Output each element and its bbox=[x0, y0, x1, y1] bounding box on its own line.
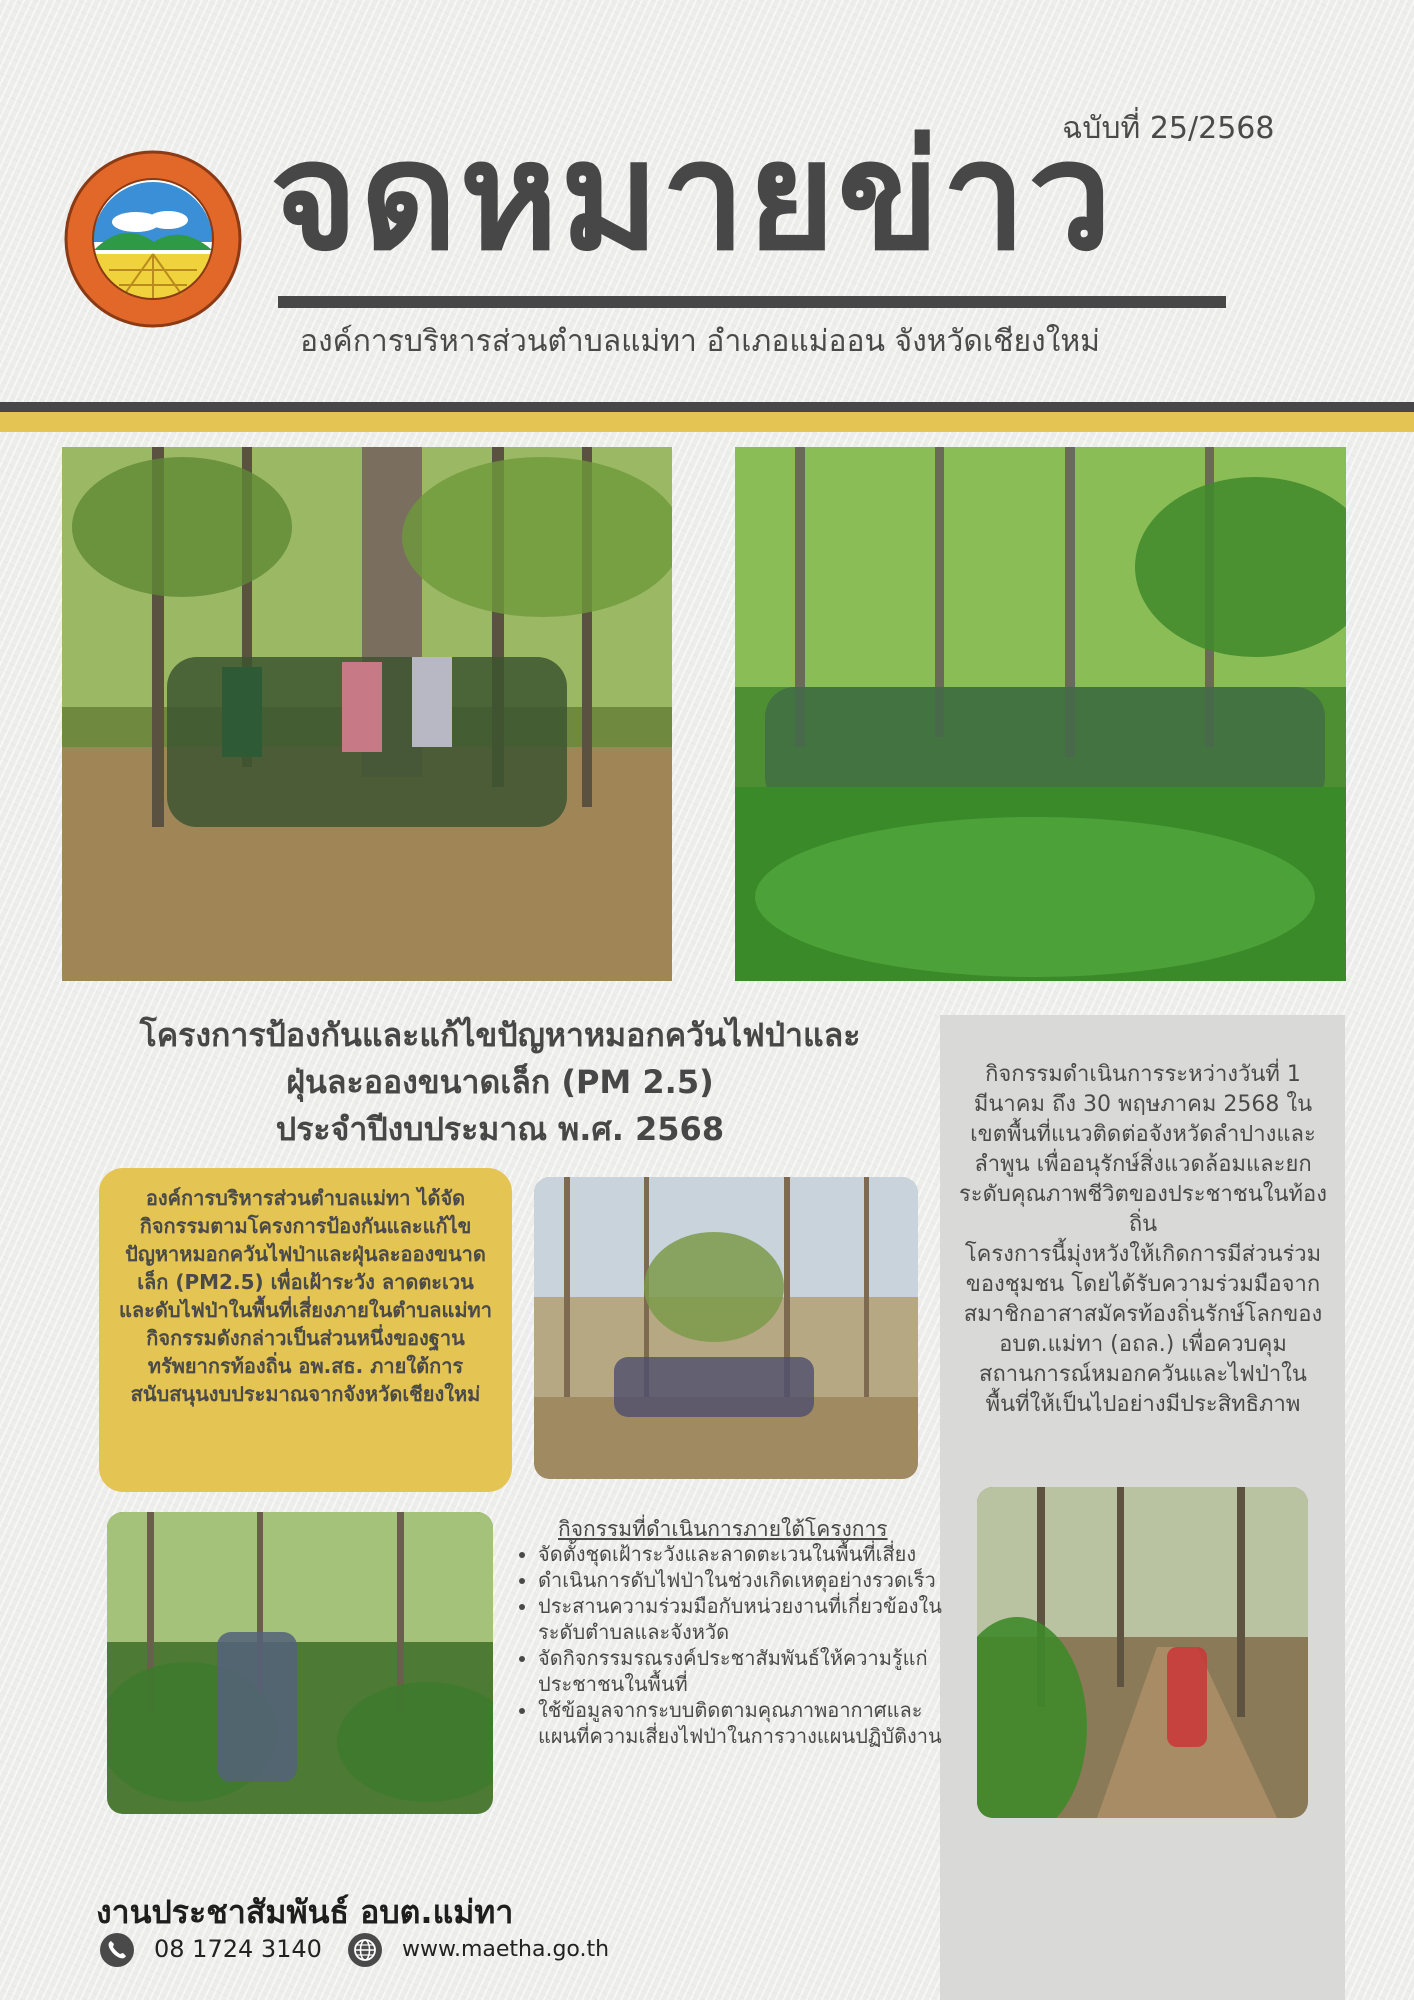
globe-icon bbox=[348, 1933, 382, 1967]
photo-dry-forest-team bbox=[534, 1177, 918, 1479]
photo-team-group bbox=[62, 447, 672, 981]
logo bbox=[64, 150, 242, 328]
headline-line-1: โครงการป้องกันและแก้ไขปัญหาหมอกควันไฟป่าและ bbox=[139, 1016, 861, 1054]
activities-list bbox=[508, 1541, 968, 1749]
header-divider-gold bbox=[0, 412, 1414, 432]
list-item: • ดำเนินการดับไฟป่าในช่วงเกิดเหตุอย่างรวดเร็ว bbox=[538, 1567, 968, 1593]
header-divider-dark bbox=[0, 402, 1414, 412]
photo-patrol-walk bbox=[107, 1512, 493, 1814]
phone-number: 08 1724 3140 bbox=[154, 1935, 322, 1963]
newsletter-title: จดหมายข่าว bbox=[270, 110, 1115, 284]
list-item: • ประสานความร่วมมือกับหน่วยงานที่เกี่ยวข้องในระดับตำบลและจังหวัด bbox=[538, 1593, 968, 1645]
phone-icon bbox=[100, 1933, 134, 1967]
sidebar-text bbox=[958, 1060, 1328, 1420]
list-item: • ใช้ข้อมูลจากระบบติดตามคุณภาพอากาศและแผนที่ความเสี่ยงไฟป่าในการวางแผนปฏิบัติงาน bbox=[538, 1697, 968, 1749]
sidebar-paragraph-2: โครงการนี้มุ่งหวังให้เกิดการมีส่วนร่วมของชุมชน โดยได้รับความร่วมมือจากสมาชิกอาสาสมัครท้องถิ่นรักษ์โลกของ อบต.แม่ทา (อถล.) เพื่อควบคุมสถานการณ์หมอกควันและไฟป่าในพื้นที่ให้เป็นไปอย่างมีประสิทธิภาพ bbox=[963, 1242, 1323, 1417]
sidebar-paragraph-1: กิจกรรมดำเนินการระหว่างวันที่ 1 มีนาคม ถึง 30 พฤษภาคม 2568 ในเขตพื้นที่แนวติดต่อจังหวัดลำปางและลำพูน เพื่ออนุรักษ์สิ่งแวดล้อมและยกระดับคุณภาพชีวิตของประชาชนในท้องถิ่น bbox=[958, 1062, 1328, 1237]
website-link[interactable]: www.maetha.go.th bbox=[402, 1937, 610, 1962]
list-item: • จัดตั้งชุดเฝ้าระวังและลาดตะเวนในพื้นที่เสี่ยง bbox=[538, 1541, 968, 1567]
intro-text: องค์การบริหารส่วนตำบลแม่ทา ได้จัดกิจกรรมตามโครงการป้องกันและแก้ไขปัญหาหมอกควันไฟป่าและฝุ่นละอองขนาดเล็ก (PM2.5) เพื่อเฝ้าระวัง ลาดตะเวน และดับไฟป่าในพื้นที่เสี่ยงภายในตำบลแม่ทา กิจกรรมดังกล่าวเป็นส่วนหนึ่งของฐานทรัพยากรท้องถิ่น อพ.สธ. ภายใต้การสนับสนุนงบประมาณจากจังหวัดเชียงใหม่ bbox=[119, 1186, 492, 1406]
activities-heading: กิจกรรมที่ดำเนินการภายใต้โครงการ bbox=[558, 1517, 888, 1541]
headline-line-2: ฝุ่นละอองขนาดเล็ก (PM 2.5) bbox=[286, 1063, 714, 1101]
footer-title: งานประชาสัมพันธ์ อบต.แม่ทา bbox=[96, 1893, 514, 1931]
issue-number: ฉบับที่ 25/2568 bbox=[1062, 111, 1275, 146]
photo-trail-walk bbox=[977, 1487, 1308, 1818]
headline-line-3: ประจำปีงบประมาณ พ.ศ. 2568 bbox=[275, 1110, 725, 1148]
organization-subtitle: องค์การบริหารส่วนตำบลแม่ทา อำเภอแม่ออน จังหวัดเชียงใหม่ bbox=[300, 324, 1100, 359]
title-underline bbox=[278, 296, 1226, 308]
list-item: • จัดกิจกรรมรณรงค์ประชาสัมพันธ์ให้ความรู้แก่ประชาชนในพื้นที่ bbox=[538, 1645, 968, 1697]
project-headline bbox=[90, 1012, 910, 1153]
photo-team-forest bbox=[735, 447, 1346, 981]
